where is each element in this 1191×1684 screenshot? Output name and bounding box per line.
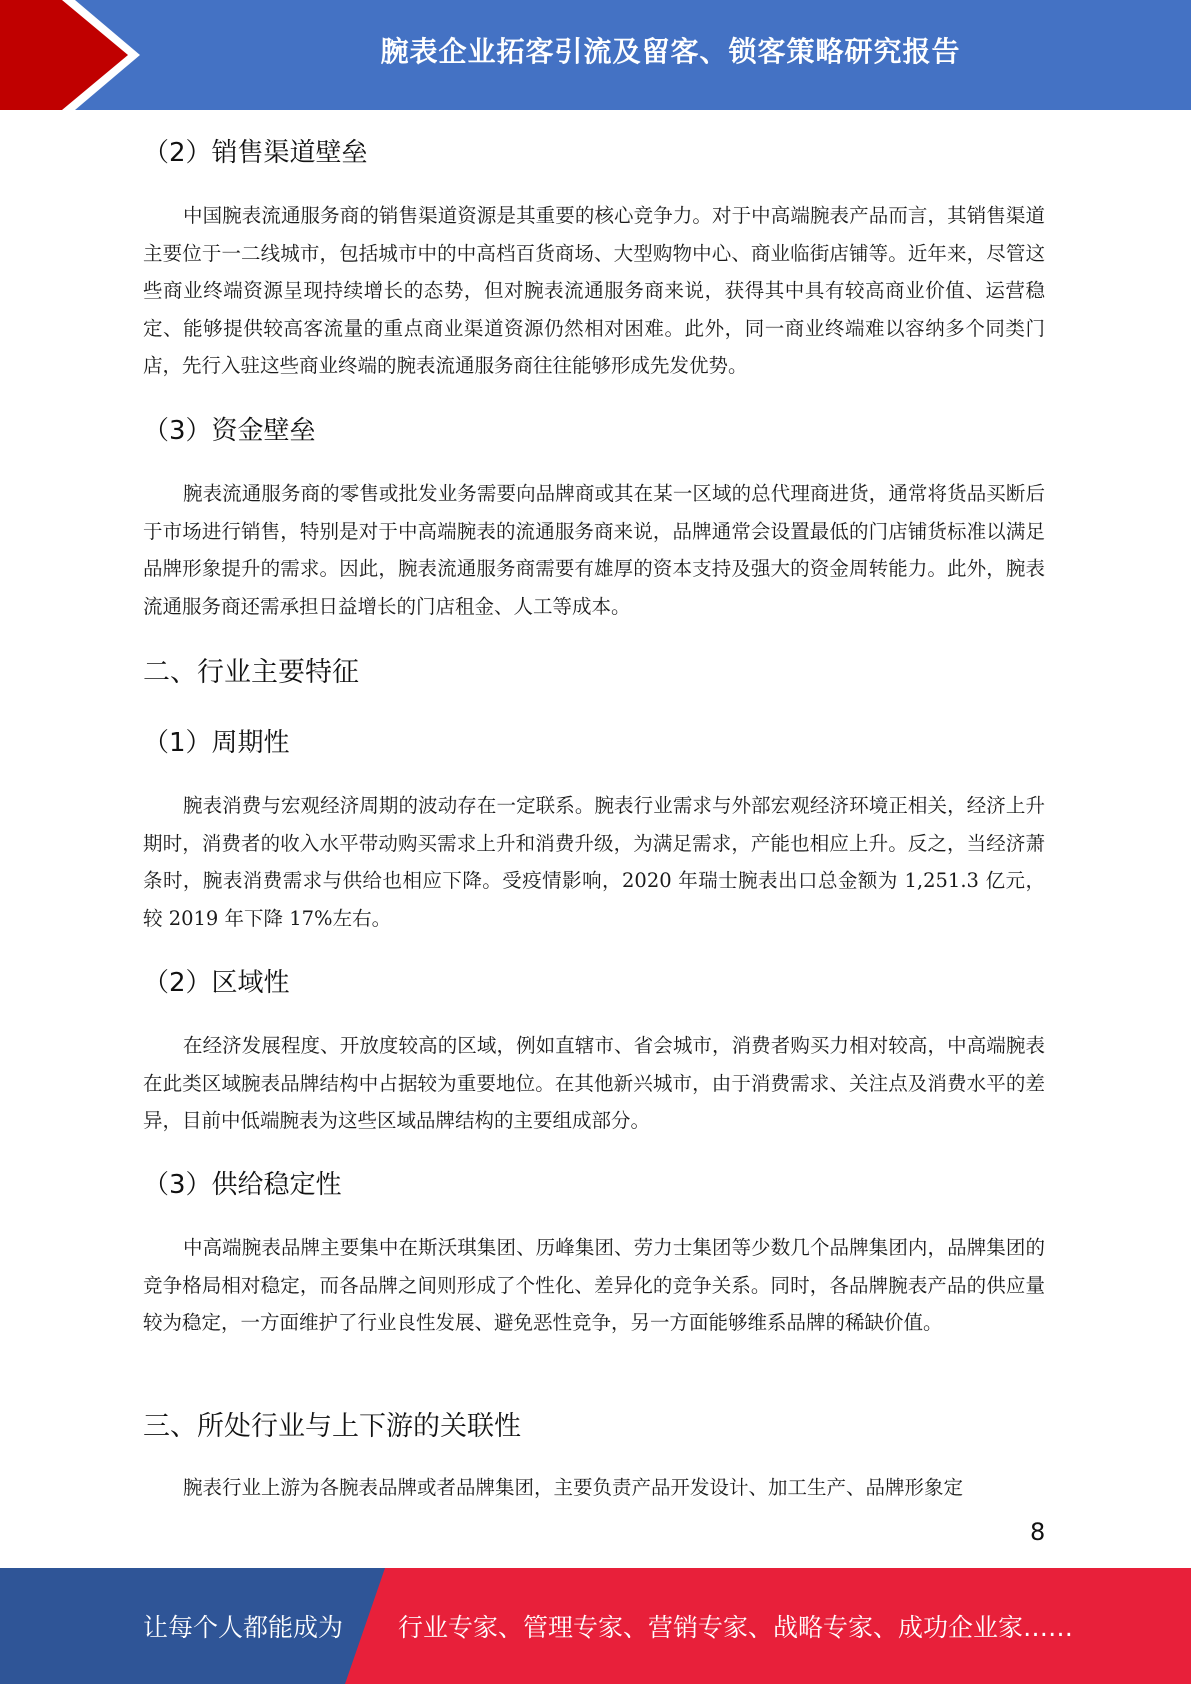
page-header — [0, 0, 1191, 110]
paragraph-regional: 在经济发展程度、开放度较高的区域，例如直辖市、省会城市，消费者购买力相对较高，中高端腕表在此类区域腕表品牌结构中占据较为重要地位。在其他新兴城市，由于消费需求、关注点及消费水平的差异，目前中低端腕表为这些区域品牌结构的主要组成部分。 — [143, 1034, 1045, 1132]
heading-industry-features: 二、行业主要特征 — [143, 657, 359, 688]
heading-cyclical: （1）周期性 — [143, 728, 290, 758]
paragraph-capital: 腕表流通服务商的零售或批发业务需要向品牌商或其在某一区域的总代理商进货，通常将货品买断后于市场进行销售，特别是对于中高端腕表的流通服务商来说，品牌通常会设置最低的门店铺货标准以满足品牌形象提升的需求。因此，腕表流通服务商需要有雄厚的资本支持及强大的资金周转能力。此外，腕表流通服务商还需承担日益增长的门店租金、人工等成本。 — [143, 482, 1045, 618]
heading-upstream-downstream: 三、所处行业与上下游的关联性 — [143, 1411, 521, 1442]
footer-slogan-right: 行业专家、管理专家、营销专家、战略专家、成功企业家…… — [398, 1613, 1074, 1642]
page-footer — [0, 1568, 1191, 1684]
paragraph-cyclical: 腕表消费与宏观经济周期的波动存在一定联系。腕表行业需求与外部宏观经济环境正相关，经济上升期时，消费者的收入水平带动购买需求上升和消费升级，为满足需求，产能也相应上升。反之，当经济萧条时，腕表消费需求与供给也相应下降。受疫情影响，2020 年瑞士腕表出口总金额为 1,251.3 亿元，较 2019 年下降 17%左右。 — [143, 794, 1045, 930]
page-number: 8 — [1030, 1518, 1046, 1546]
report-title: 腕表企业拓客引流及留客、锁客策略研究报告 — [380, 35, 961, 68]
footer-slogan-left: 让每个人都能成为 — [143, 1613, 344, 1642]
heading-capital-barrier: （3）资金壁垒 — [143, 416, 316, 446]
heading-supply-stability: （3）供给稳定性 — [143, 1170, 342, 1200]
paragraph-supply-stability: 中高端腕表品牌主要集中在斯沃琪集团、历峰集团、劳力士集团等少数几个品牌集团内，品牌集团的竞争格局相对稳定，而各品牌之间则形成了个性化、差异化的竞争关系。同时，各品牌腕表产品的供应量较为稳定，一方面维护了行业良性发展、避免恶性竞争，另一方面能够维系品牌的稀缺价值。 — [143, 1236, 1045, 1334]
paragraph-upstream: 腕表行业上游为各腕表品牌或者品牌集团，主要负责产品开发设计、加工生产、品牌形象定 — [183, 1476, 964, 1499]
heading-sales-channel-barrier: （2）销售渠道壁垒 — [143, 138, 368, 168]
paragraph-sales-channel: 中国腕表流通服务商的销售渠道资源是其重要的核心竞争力。对于中高端腕表产品而言，其销售渠道主要位于一二线城市，包括城市中的中高档百货商场、大型购物中心、商业临街店铺等。近年来，尽管这些商业终端资源呈现持续增长的态势，但对腕表流通服务商来说，获得其中具有较高商业价值、运营稳定、能够提供较高客流量的重点商业渠道资源仍然相对困难。此外，同一商业终端难以容纳多个同类门店，先行入驻这些商业终端的腕表流通服务商往往能够形成先发优势。 — [143, 204, 1045, 377]
heading-regional: （2）区域性 — [143, 968, 290, 998]
